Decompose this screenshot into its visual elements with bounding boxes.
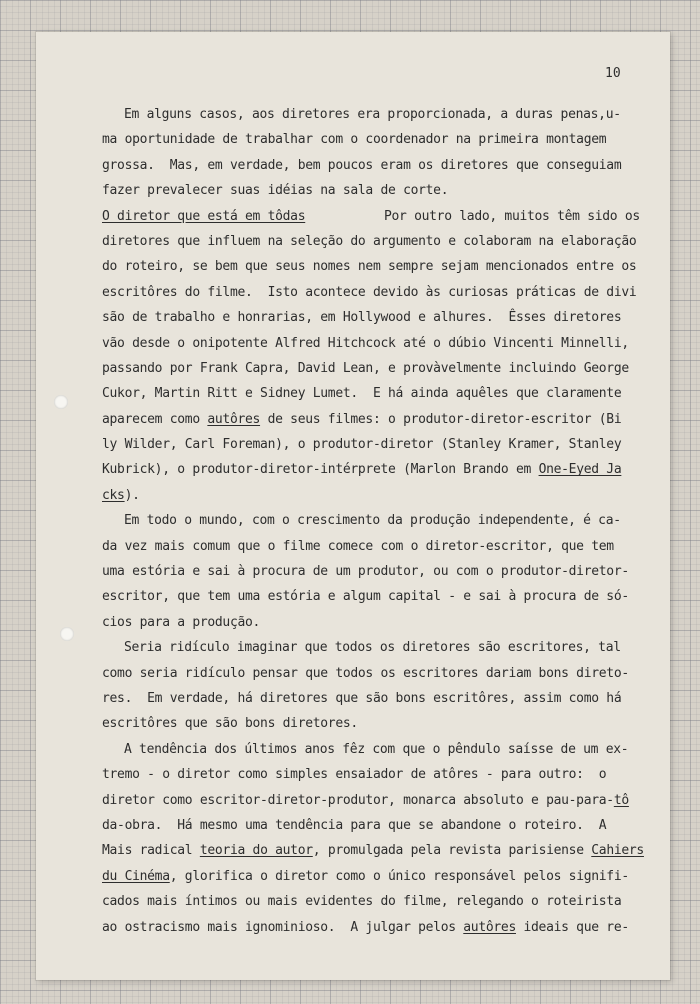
text-line: Cukor, Martin Ritt e Sidney Lumet. E há ainda aquêles que claramente	[102, 386, 622, 402]
section-heading: O diretor que está em tôdas	[102, 208, 306, 224]
text-line: escritôres do filme. Isto acontece devido às curiosas práticas de divi	[102, 284, 637, 300]
text-line: O diretor que está em tôdas Por outro lado, muitos têm sido os	[102, 204, 672, 229]
text-line: Kubrick), o produtor-diretor-intérprete (Marlon Brando em One-Eyed Ja	[102, 462, 622, 478]
text-line: vão desde o onipotente Alfred Hitchcock até o dúbio Vincenti Minnelli,	[102, 335, 629, 351]
text-line: Em alguns casos, aos diretores era proporcionada, a duras penas,u-	[124, 107, 621, 122]
text-line: du Cinéma, glorifica o diretor como o único responsável pelos signifi-	[102, 868, 629, 884]
text-line: ma oportunidade de trabalhar com o coordenador na primeira montagem	[102, 132, 607, 148]
text-line: cios para a produção.	[102, 614, 261, 630]
text-line: ao ostracismo mais ignominioso. A julgar pelos autôres ideais que re-	[102, 919, 629, 935]
text-line: Mais radical teoria do autor, promulgada pela revista parisiense Cahiers	[102, 843, 644, 859]
text-line: escritôres que são bons diretores.	[102, 716, 358, 732]
text-line: res. Em verdade, há diretores que são bons escritôres, assim como há	[102, 690, 622, 706]
punch-hole	[54, 395, 68, 409]
text-line: uma estória e sai à procura de um produtor, ou com o produtor-diretor-	[102, 564, 629, 580]
text-line: diretores que influem na seleção do argumento e colaboram na elaboração	[102, 233, 637, 249]
text-line: A tendência dos últimos anos fêz com que o pêndulo saísse de um ex-	[124, 741, 629, 757]
text-line: ly Wilder, Carl Foreman), o produtor-diretor (Stanley Kramer, Stanley	[102, 437, 622, 453]
text-line: Seria ridículo imaginar que todos os diretores são escritores, tal	[124, 640, 621, 656]
text-line: Em todo o mundo, com o crescimento da produção independente, é ca-	[124, 513, 621, 529]
text-line: grossa. Mas, em verdade, bem poucos eram os diretores que conseguiam	[102, 157, 622, 173]
text-line: da vez mais comum que o filme comece com o diretor-escritor, que tem	[102, 538, 614, 554]
body-text	[102, 102, 672, 940]
text-line: da-obra. Há mesmo uma tendência para que se abandone o roteiro. A	[102, 817, 607, 833]
text-line: cks).	[102, 487, 140, 503]
text-line: diretor como escritor-diretor-produtor, monarca absoluto e pau-para-tô	[102, 792, 629, 808]
text-line: fazer prevalecer suas idéias na sala de corte.	[102, 183, 449, 199]
text-line: são de trabalho e honrarias, em Hollywood e alhures. Êsses diretores	[102, 310, 622, 326]
page-number: 10	[605, 66, 621, 81]
text-line: passando por Frank Capra, David Lean, e provàvelmente incluindo George	[102, 360, 629, 376]
typed-page	[36, 32, 670, 980]
punch-hole	[60, 627, 74, 641]
text-line: como seria ridículo pensar que todos os escritores dariam bons direto-	[102, 665, 629, 681]
text-line: do roteiro, se bem que seus nomes nem sempre sejam mencionados entre os	[102, 259, 637, 275]
text-line: escritor, que tem uma estória e algum capital - e sai à procura de só-	[102, 589, 629, 605]
text-line: tremo - o diretor como simples ensaiador de atôres - para outro: o	[102, 767, 607, 783]
text-line: aparecem como autôres de seus filmes: o produtor-diretor-escritor (Bi	[102, 411, 622, 427]
text-line: cados mais íntimos ou mais evidentes do filme, relegando o roteirista	[102, 894, 622, 910]
